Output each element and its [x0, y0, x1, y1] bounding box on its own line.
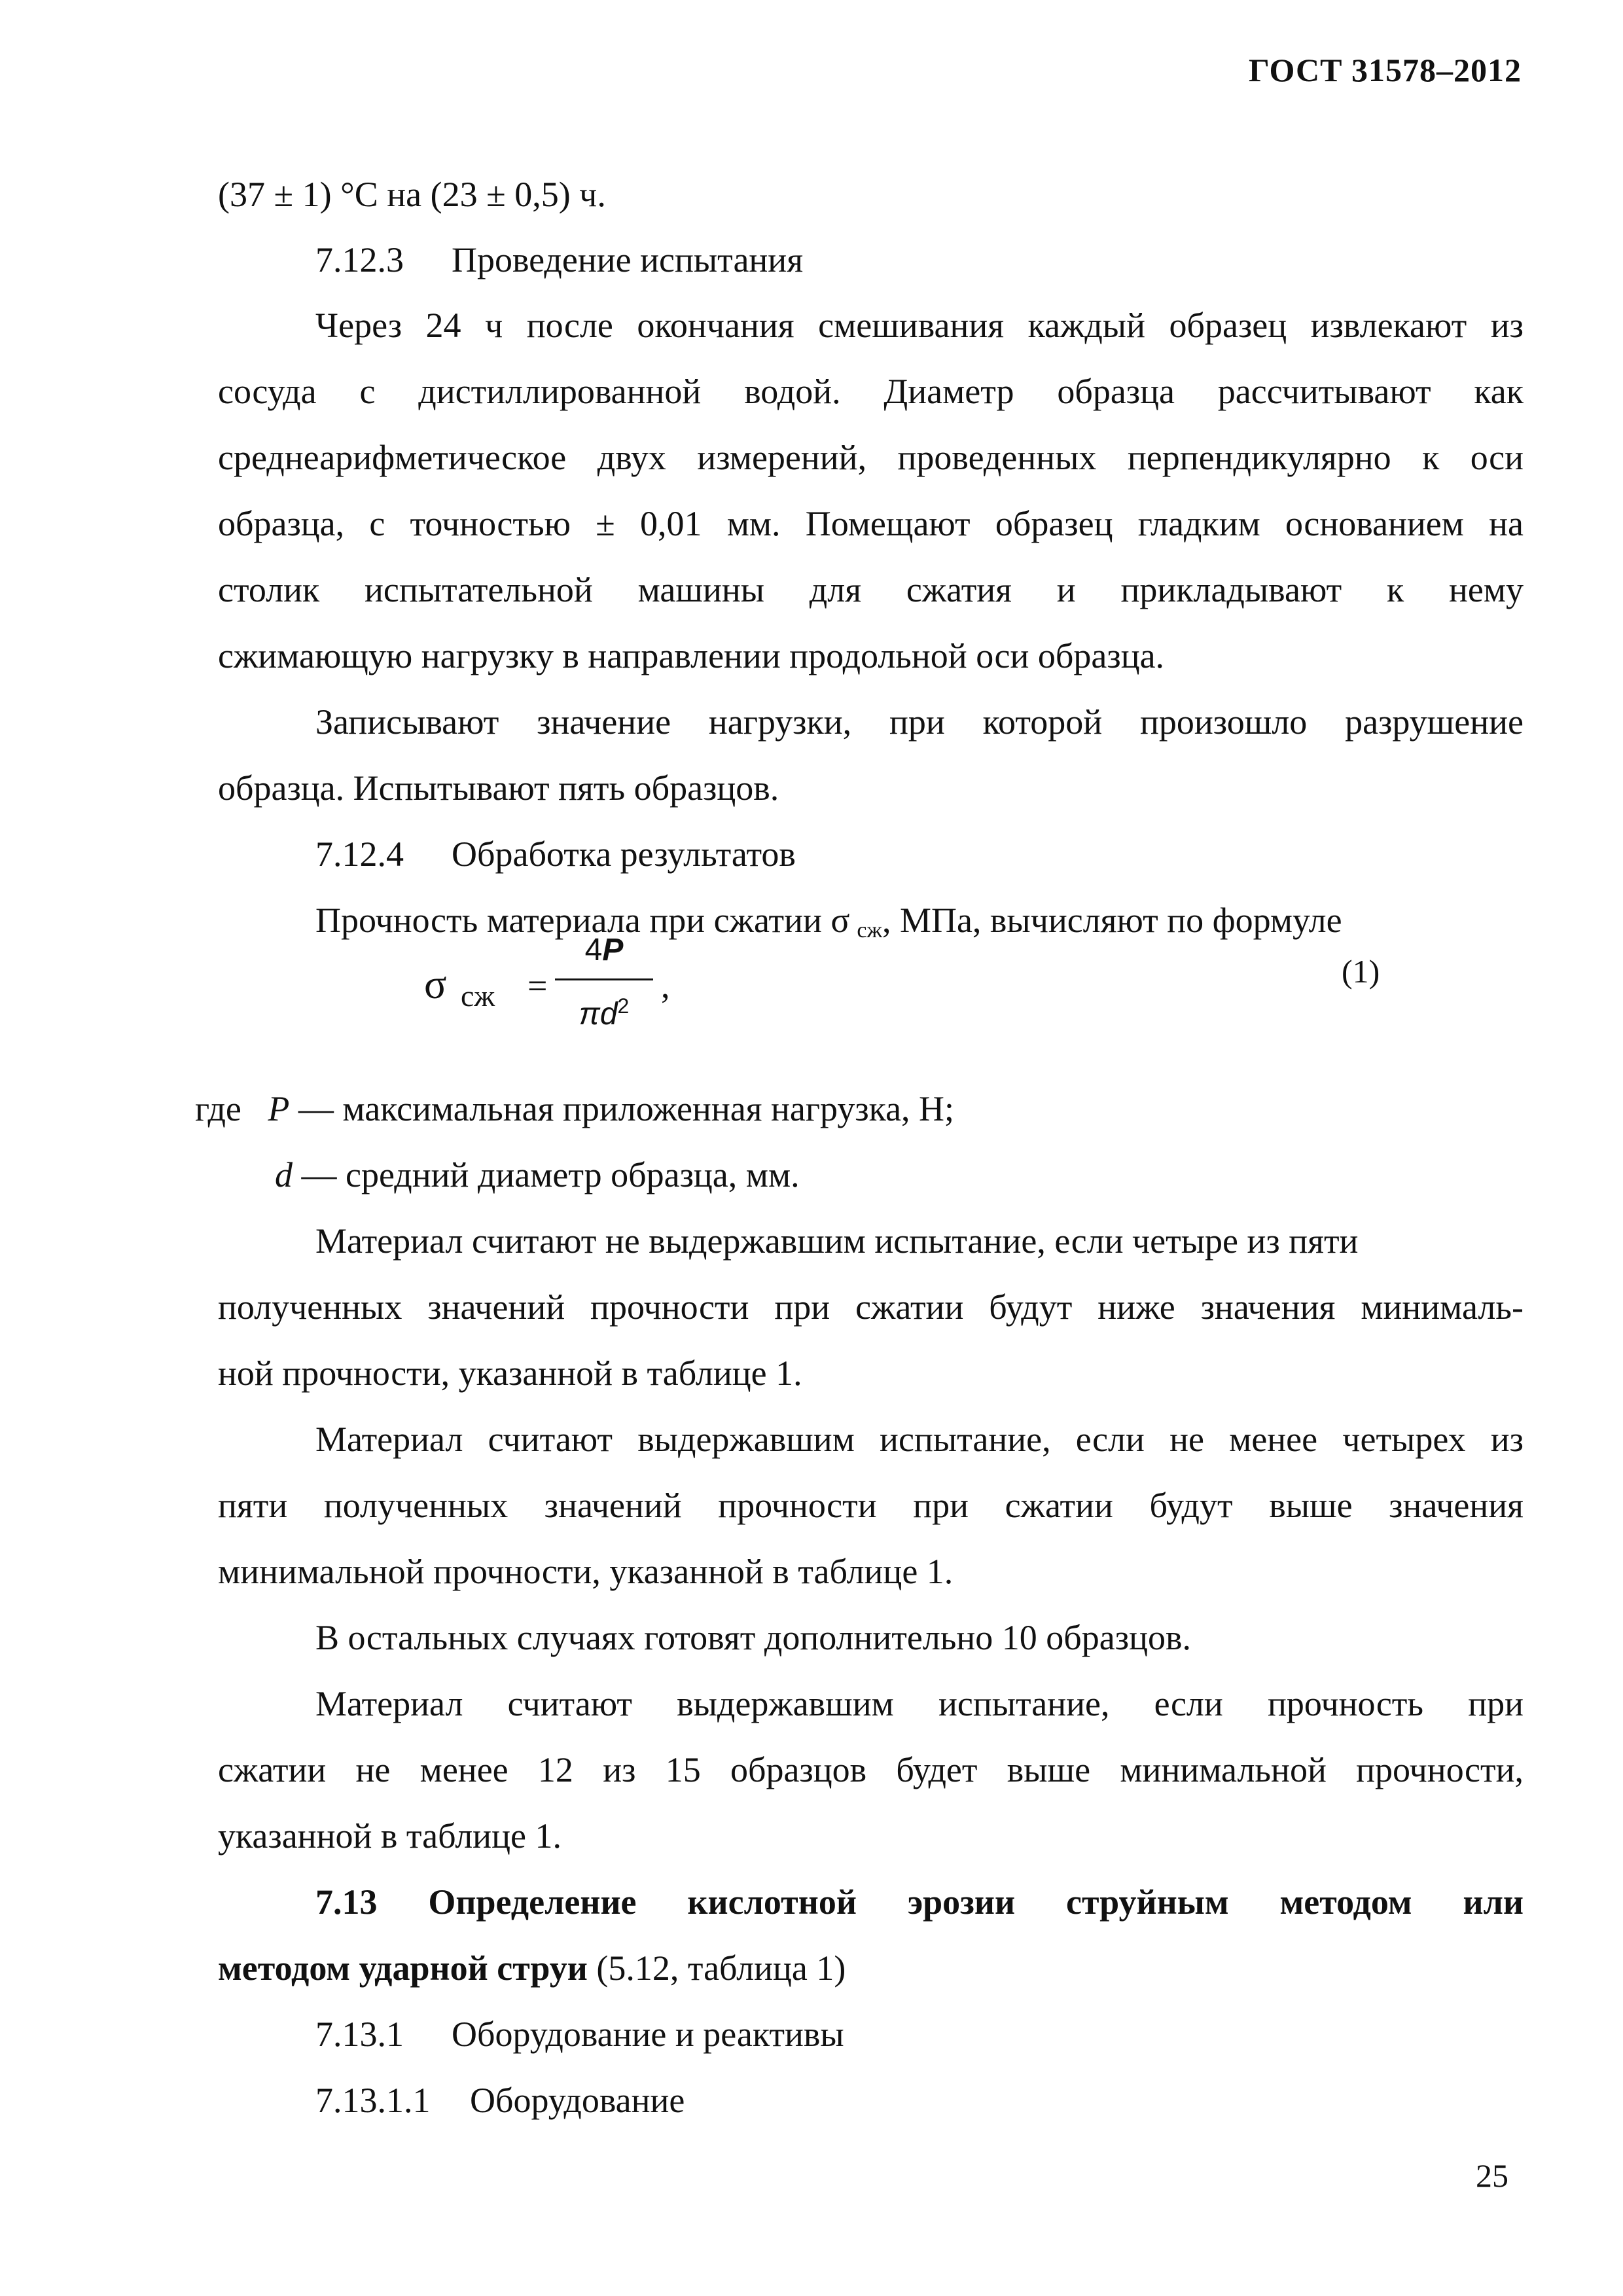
denominator-exponent: 2 — [617, 994, 630, 1018]
section-heading-bold: методом ударной струи — [218, 1948, 588, 1988]
standard-designation: ГОСТ 31578–2012 — [1248, 52, 1522, 88]
subsection-title: Оборудование — [470, 2081, 685, 2120]
formula-number: (1) — [1342, 953, 1380, 990]
subsection-title: Проведение испытания — [452, 240, 804, 279]
text-line: (37 ± 1) °C на (23 ± 0,5) ч. — [218, 175, 606, 214]
denominator-pi: π — [579, 997, 600, 1031]
text-line: Через 24 ч после окончания смешивания каждый образец извлекают из — [315, 306, 1524, 345]
where-line-d — [275, 1155, 800, 1194]
text-line: пяти полученных значений прочности при сжатии будут выше значения — [218, 1486, 1524, 1525]
subsection-7-13-1-1-heading — [315, 2081, 685, 2120]
formula-equals: = — [527, 966, 548, 1005]
formula-comma: , — [661, 966, 670, 1005]
sigma-subscript: сж — [857, 918, 882, 942]
numerator-variable: P — [602, 933, 624, 967]
subsection-number: 7.13.1.1 — [315, 2081, 431, 2120]
formula-numerator — [555, 926, 653, 975]
subsection-7-12-4-heading — [315, 834, 796, 874]
section-heading-ref: (5.12, таблица 1) — [587, 1948, 846, 1988]
text-line: столик испытательной машины для сжатия и прикладывают к нему — [218, 570, 1524, 609]
page-number: 25 — [1476, 2157, 1508, 2194]
formula-sigma-subscript: сж — [461, 979, 495, 1013]
denominator-variable: d — [599, 997, 618, 1031]
text-line: сжатии не менее 12 из 15 образцов будет выше минимальной прочности, — [218, 1750, 1524, 1789]
text-line: образца. Испытывают пять образцов. — [218, 768, 779, 808]
subsection-number: 7.12.4 — [315, 834, 404, 874]
section-7-13-heading-cont — [218, 1948, 846, 1988]
formula-fraction — [555, 926, 653, 1037]
text-line: сосуда с дистиллированной водой. Диаметр образца рассчитывают как — [218, 372, 1524, 411]
text-line: Материал считают не выдержавшим испытание, если четыре из пяти — [315, 1221, 1359, 1261]
subsection-title: Обработка результатов — [452, 834, 796, 874]
symbol-p-description: — максимальная приложенная нагрузка, Н; — [289, 1089, 955, 1128]
text-line: среднеарифметическое двух измерений, проведенных перпендикулярно к оси — [218, 438, 1524, 477]
text-line: полученных значений прочности при сжатии будут ниже значения минималь- — [218, 1287, 1524, 1327]
symbol-d-description: — средний диаметр образца, мм. — [293, 1155, 800, 1194]
formula-denominator — [555, 983, 653, 1037]
subsection-title: Оборудование и реактивы — [452, 2015, 844, 2054]
text-line: сжимающую нагрузку в направлении продольной оси образца. — [218, 636, 1165, 675]
subsection-number: 7.13.1 — [315, 2015, 404, 2054]
where-word: где — [195, 1089, 241, 1128]
text-line: ной прочности, указанной в таблице 1. — [218, 1354, 802, 1393]
symbol-p: P — [268, 1089, 290, 1128]
text-segment: Прочность материала при сжатии σ — [315, 901, 850, 940]
text-line: Материал считают выдержавшим испытание, если прочность при — [315, 1684, 1524, 1723]
text-line: В остальных случаях готовят дополнительно 10 образцов. — [315, 1618, 1191, 1657]
formula-sigma: σ — [424, 961, 447, 1007]
symbol-d: d — [275, 1155, 293, 1194]
text-line: Материал считают выдержавшим испытание, если не менее четырех из — [315, 1420, 1524, 1459]
text-segment: , МПа, вычисляют по формуле — [882, 901, 1342, 940]
subsection-7-12-3-heading — [315, 240, 803, 279]
text-line: образца, с точностью ± 0,01 мм. Помещают образец гладким основанием на — [218, 504, 1524, 543]
text-line: минимальной прочности, указанной в таблице 1. — [218, 1552, 954, 1591]
formula-1 — [424, 926, 1537, 1037]
fraction-bar — [555, 978, 653, 980]
text-line: указанной в таблице 1. — [218, 1816, 562, 1856]
where-line-p — [195, 1089, 954, 1128]
numerator-coefficient: 4 — [584, 933, 603, 967]
text-line: Записывают значение нагрузки, при которой произошло разрушение — [315, 702, 1524, 742]
subsection-number: 7.12.3 — [315, 240, 404, 279]
section-7-13-heading: 7.13 Определение кислотной эрозии струйным методом или — [315, 1882, 1524, 1922]
subsection-7-13-1-heading — [315, 2015, 844, 2054]
